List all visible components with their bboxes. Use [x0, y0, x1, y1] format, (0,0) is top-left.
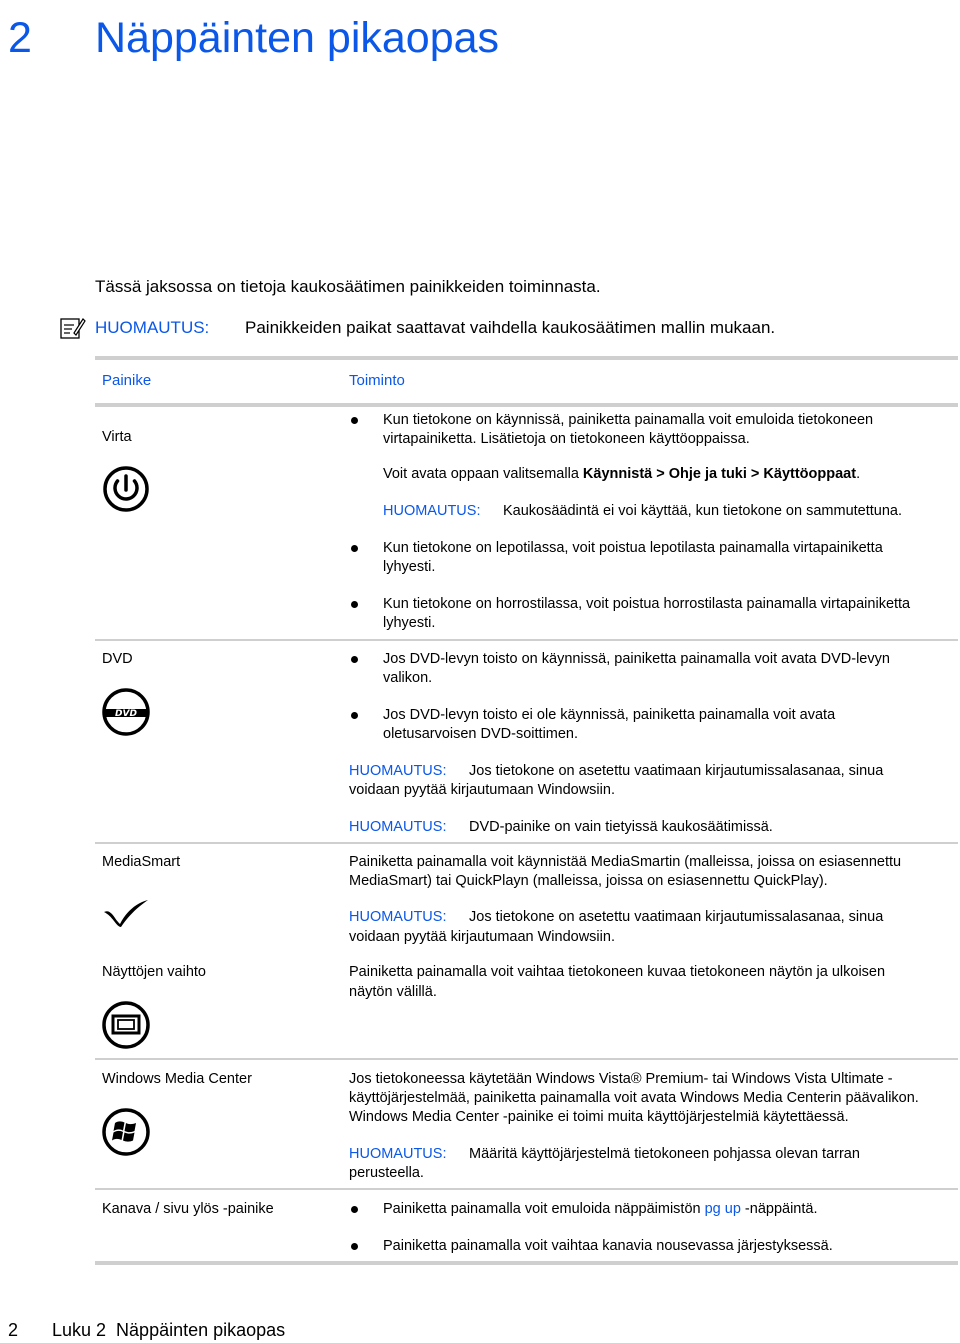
note-text: Painikkeiden paikat saattavat vaihdella kaukosäätimen mallin mukaan.: [245, 318, 776, 337]
pg-up-key: pg up: [704, 1201, 741, 1217]
wmc-note-text-2: perusteella.: [349, 1165, 424, 1181]
virta-bullet-1-line-1: Kun tietokone on käynnissä, painiketta painamalla voit emuloida tietokoneen: [383, 412, 874, 428]
dvd-bullet-1-line-1: Jos DVD-levyn toisto on käynnissä, painiketta painamalla voit avata DVD-levyn: [383, 651, 890, 667]
header-bottom-rule: [95, 403, 958, 407]
wmc-text-2: käyttöjärjestelmää, painiketta painamalla voit avata Windows Media Centerin päävalikon.: [349, 1090, 919, 1106]
header-function: Toiminto: [349, 372, 405, 389]
mediasmart-note-text: Jos tietokone on asetettu vaatimaan kirjautumissalasanaa, sinua: [469, 909, 884, 925]
note-icon: [60, 316, 86, 340]
chapter-title: Näppäinten pikaopas: [95, 14, 500, 62]
channel-bullet-1: Painiketta painamalla voit emuloida näppäimistön pg up -näppäintä.: [383, 1201, 818, 1217]
dvd-note-1-text-2: voidaan pyytää kirjautumaan Windowsiin.: [349, 782, 615, 798]
wmc-note-label: HUOMAUTUS:: [349, 1146, 447, 1162]
table-bottom-rule: [95, 1261, 958, 1265]
row-mediasmart-name: MediaSmart: [102, 854, 181, 870]
bullet: [351, 1243, 358, 1250]
row-divider: [95, 842, 958, 844]
bullet: [351, 656, 358, 663]
svg-text:DVD: DVD: [115, 709, 137, 719]
row-display-name: Näyttöjen vaihto: [102, 964, 206, 980]
dvd-icon: [101, 687, 151, 737]
row-divider: [95, 1058, 958, 1060]
mediasmart-note-text-2: voidaan pyytää kirjautumaan Windowsiin.: [349, 929, 615, 945]
dvd-note-2-label: HUOMAUTUS:: [349, 819, 447, 835]
row-divider: [95, 639, 958, 641]
dvd-note-1-label: HUOMAUTUS:: [349, 763, 447, 779]
page-number: 2: [8, 1320, 19, 1340]
virta-note-text: Kaukosäädintä ei voi käyttää, kun tietokone on sammutettuna.: [503, 503, 902, 519]
chapter-number: 2: [8, 14, 32, 62]
virta-bullet-2-line-2: lyhyesti.: [383, 559, 436, 575]
power-icon: [102, 465, 150, 513]
dvd-bullet-2-line-1: Jos DVD-levyn toisto ei ole käynnissä, painiketta painamalla voit avata: [383, 707, 836, 723]
virta-bullet-3-line-2: lyhyesti.: [383, 615, 436, 631]
note-label: HUOMAUTUS:: [95, 318, 210, 337]
row-divider: [95, 1188, 958, 1190]
display-switch-icon: [101, 1000, 151, 1050]
dvd-note-2-text: DVD-painike on vain tietyissä kaukosäätimissä.: [469, 819, 773, 835]
wmc-text-3: Windows Media Center -painike ei toimi muita käyttöjärjestelmiä käytettäessä.: [349, 1109, 849, 1125]
wmc-note-text: Määritä käyttöjärjestelmä tietokoneen pohjassa olevan tarran: [469, 1146, 860, 1162]
bullet: [351, 1206, 358, 1213]
virta-bullet-3-line-1: Kun tietokone on horrostilassa, voit poistua horrostilasta painamalla virtapainiketta: [383, 596, 911, 612]
display-text-2: näytön välillä.: [349, 984, 437, 1000]
intro-text: Tässä jaksossa on tietoja kaukosäätimen painikkeiden toiminnasta.: [95, 277, 601, 296]
header-button: Painike: [102, 372, 152, 389]
virta-bullet-2-line-1: Kun tietokone on lepotilassa, voit poistua lepotilasta painamalla virtapainiketta: [383, 540, 883, 556]
virta-bullet-1-line-2: virtapainiketta. Lisätietoja on tietokoneen käyttöoppaissa.: [383, 431, 750, 447]
row-dvd-name: DVD: [102, 651, 133, 667]
virta-note-label: HUOMAUTUS:: [383, 503, 481, 519]
display-text-1: Painiketta painamalla voit vaihtaa tietokoneen kuvaa tietokoneen näytön ja ulkoisen: [349, 964, 886, 980]
dvd-note-1-text: Jos tietokone on asetettu vaatimaan kirjautumissalasanaa, sinua: [469, 763, 884, 779]
dvd-bullet-1-line-2: valikon.: [383, 670, 433, 686]
bullet: [351, 601, 358, 608]
row-virta-name: Virta: [102, 429, 132, 445]
bullet: [351, 712, 358, 719]
mediasmart-note-label: HUOMAUTUS:: [349, 909, 447, 925]
virta-open-guide: Voit avata oppaan valitsemalla Käynnistä > Ohje ja tuki > Käyttöoppaat.: [383, 466, 861, 482]
dvd-bullet-2-line-2: oletusarvoisen DVD-soittimen.: [383, 726, 579, 742]
bullet: [351, 545, 358, 552]
channel-bullet-2: Painiketta painamalla voit vaihtaa kanavia nousevassa järjestyksessä.: [383, 1238, 833, 1254]
bullet: [351, 417, 358, 424]
row-wmc-name: Windows Media Center: [102, 1071, 252, 1087]
mediasmart-text-2: MediaSmart) tai QuickPlayn (malleissa, joissa on esiasennettu QuickPlay).: [349, 873, 828, 889]
checkmark-icon: [102, 898, 150, 928]
row-channel-name: Kanava / sivu ylös -painike: [102, 1201, 274, 1217]
mediasmart-text-1: Painiketta painamalla voit käynnistää MediaSmartin (malleissa, joissa on esiasennettu: [349, 854, 902, 870]
wmc-text-1: Jos tietokoneessa käytetään Windows Vista® Premium- tai Windows Vista Ultimate -: [349, 1071, 893, 1087]
windows-logo-icon: [101, 1107, 151, 1157]
table-top-rule: [95, 356, 958, 360]
footer-chapter: Luku 2 Näppäinten pikaopas: [52, 1320, 286, 1340]
